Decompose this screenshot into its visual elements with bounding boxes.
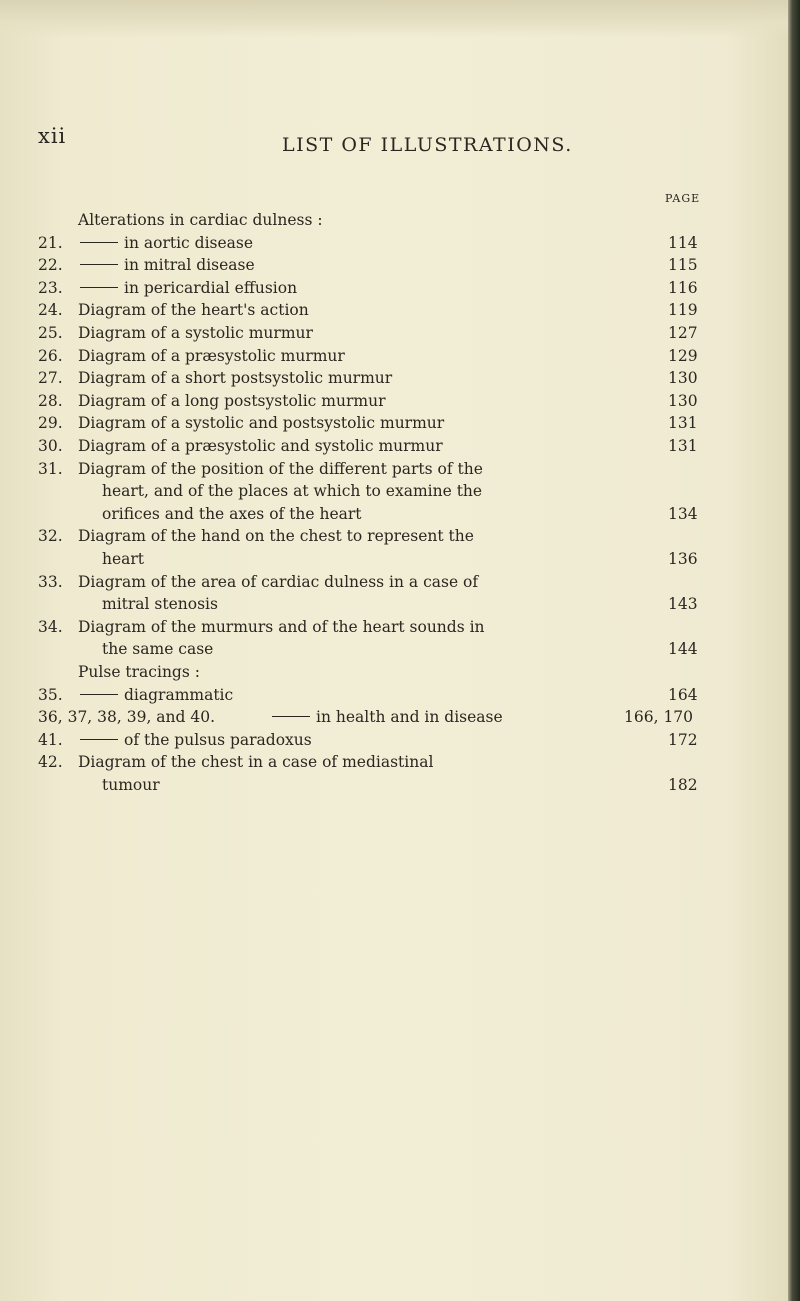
figure-number: 28. bbox=[38, 391, 63, 410]
figure-number: 26. bbox=[38, 346, 63, 365]
caption-text: Diagram of a systolic murmur bbox=[78, 324, 313, 342]
caption-text: heart bbox=[102, 550, 145, 568]
figure-caption bbox=[78, 390, 385, 412]
page-ref: 134 bbox=[668, 504, 698, 523]
page-ref: 129 bbox=[668, 346, 698, 365]
figure-caption bbox=[78, 435, 443, 457]
caption-text: Diagram of a præsystolic murmur bbox=[78, 346, 345, 365]
figure-number: 21. bbox=[38, 233, 63, 252]
figure-caption bbox=[78, 684, 233, 706]
caption-text: the same case bbox=[102, 640, 214, 659]
page-ref: 114 bbox=[668, 233, 698, 252]
page-ref: 131 bbox=[668, 414, 698, 433]
page-ref: 182 bbox=[668, 776, 698, 794]
figure-number: 25. bbox=[38, 324, 63, 342]
figure-caption bbox=[102, 638, 213, 660]
page-ref: 166, 170 bbox=[624, 708, 694, 727]
figure-number: 27. bbox=[38, 369, 63, 388]
caption-text: mitral stenosis bbox=[102, 595, 218, 614]
figure-number: 33. bbox=[38, 572, 63, 591]
figure-number: 24. bbox=[38, 301, 63, 320]
caption-text: Diagram of the murmurs and of the heart sounds in bbox=[78, 617, 485, 636]
caption-text: heart, and of the places at which to examine the bbox=[102, 482, 483, 501]
section-heading: Alterations in cardiac dulness : bbox=[78, 211, 323, 229]
figure-number: 29. bbox=[38, 414, 63, 433]
ditto-dash bbox=[80, 739, 118, 740]
page-ref: 131 bbox=[668, 437, 698, 455]
figure-caption bbox=[102, 503, 362, 525]
figure-caption bbox=[78, 616, 485, 638]
caption-text: Diagram of the position of the different parts of the bbox=[78, 459, 483, 478]
caption-text: tumour bbox=[102, 776, 160, 794]
caption-text: Diagram of a short postsystolic murmur bbox=[78, 369, 393, 388]
caption-text: diagrammatic bbox=[124, 685, 234, 704]
figure-caption bbox=[78, 729, 312, 751]
figure-caption bbox=[102, 774, 160, 796]
figure-caption bbox=[78, 525, 474, 547]
figure-caption bbox=[78, 322, 313, 344]
figure-caption bbox=[78, 254, 255, 276]
page-ref: 127 bbox=[668, 324, 698, 342]
page-ref: 143 bbox=[668, 595, 698, 614]
page-ref: 172 bbox=[668, 730, 698, 749]
caption-text: orifices and the axes of the heart bbox=[102, 504, 362, 523]
section-heading: Pulse tracings : bbox=[78, 663, 200, 681]
ditto-dash bbox=[80, 694, 118, 695]
caption-text: in aortic disease bbox=[124, 233, 254, 252]
figure-caption bbox=[78, 458, 483, 480]
caption-text: Diagram of a systolic and postsystolic murmur bbox=[78, 414, 445, 433]
caption-text: in health and in disease bbox=[316, 708, 503, 727]
caption-text: Diagram of a præsystolic and systolic murmur bbox=[78, 437, 443, 455]
figure-caption bbox=[78, 367, 392, 389]
figure-caption bbox=[78, 277, 297, 299]
figure-number: 30. bbox=[38, 437, 63, 455]
caption-text: Diagram of the hand on the chest to represent the bbox=[78, 527, 474, 546]
figure-number: 36, 37, 38, 39, and 40. bbox=[38, 708, 216, 727]
figure-caption bbox=[78, 412, 444, 434]
figure-caption bbox=[102, 593, 218, 615]
page-ref: 130 bbox=[668, 391, 698, 410]
figure-number: 35. bbox=[38, 685, 63, 704]
figure-caption bbox=[78, 345, 345, 367]
figure-caption bbox=[78, 751, 433, 773]
figure-number: 22. bbox=[38, 256, 63, 275]
ditto-dash bbox=[80, 242, 118, 243]
caption-text: Diagram of the area of cardiac dulness in a case of bbox=[78, 572, 479, 591]
page-column-heading: PAGE bbox=[665, 192, 701, 205]
page-ref: 130 bbox=[668, 369, 698, 388]
ditto-dash bbox=[272, 716, 310, 717]
caption-text: Diagram of a long postsystolic murmur bbox=[78, 391, 386, 410]
page-ref: 164 bbox=[668, 685, 698, 704]
figure-number: 31. bbox=[38, 459, 63, 478]
figure-number: 41. bbox=[38, 730, 63, 749]
figure-caption bbox=[102, 480, 482, 502]
caption-text: in mitral disease bbox=[124, 256, 255, 275]
figure-number: 32. bbox=[38, 527, 63, 546]
caption-text: Diagram of the chest in a case of mediastinal bbox=[78, 753, 434, 772]
figure-caption bbox=[270, 706, 503, 728]
figure-caption bbox=[78, 299, 309, 321]
caption-text: Diagram of the heart's action bbox=[78, 301, 309, 320]
figure-caption bbox=[78, 571, 478, 593]
figure-number: 42. bbox=[38, 753, 63, 772]
page-ref: 115 bbox=[668, 256, 698, 275]
running-title: LIST OF ILLUSTRATIONS. bbox=[282, 134, 573, 156]
page-ref: 136 bbox=[668, 550, 698, 568]
page-ref: 144 bbox=[668, 640, 698, 659]
figure-caption bbox=[102, 548, 144, 570]
ditto-dash bbox=[80, 287, 118, 288]
caption-text: of the pulsus paradoxus bbox=[124, 730, 312, 749]
page-ref: 119 bbox=[668, 301, 698, 320]
ditto-dash bbox=[80, 264, 118, 265]
page-ref: 116 bbox=[668, 278, 698, 297]
page-number: xii bbox=[38, 124, 67, 148]
figure-number: 23. bbox=[38, 278, 63, 297]
figure-caption bbox=[78, 232, 253, 254]
figure-number: 34. bbox=[38, 617, 63, 636]
caption-text: in pericardial effusion bbox=[124, 278, 298, 297]
